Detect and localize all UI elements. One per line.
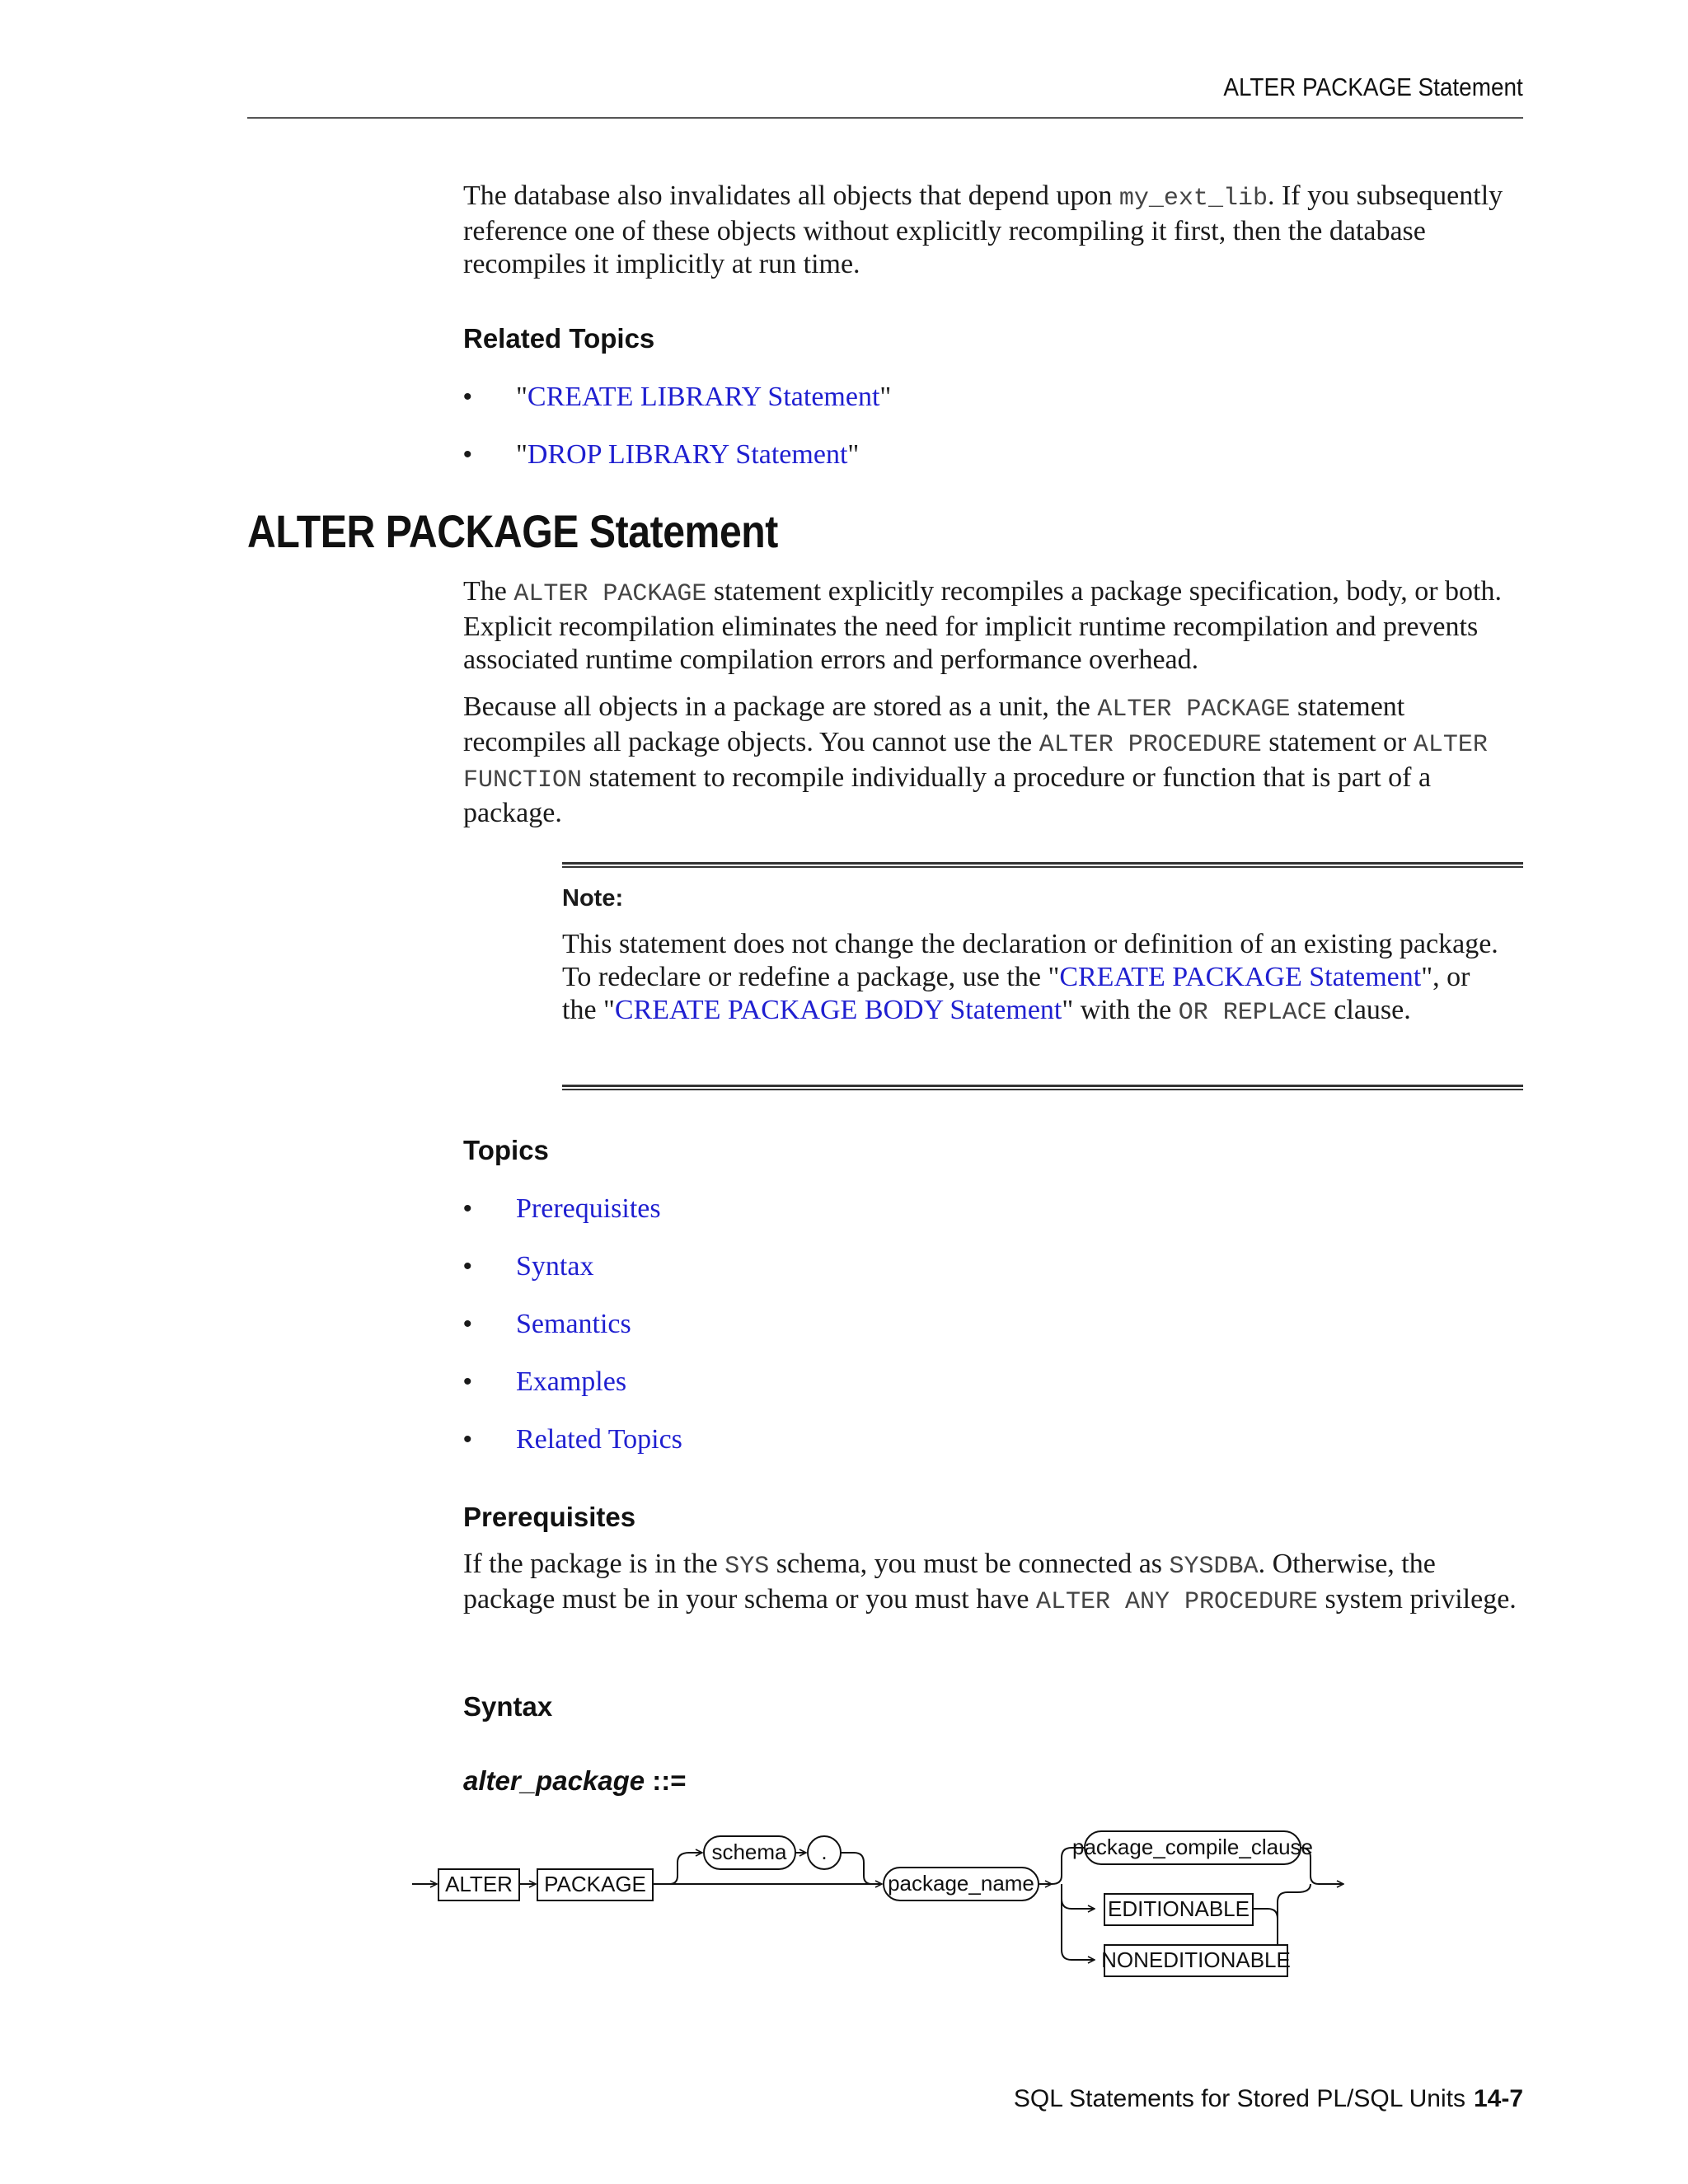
footer-book-title: SQL Statements for Stored PL/SQL Units [1013,2085,1465,2112]
list-item [463,1193,682,1250]
text: clause. [1326,995,1411,1025]
syntax-rule-name: alter_package [463,1765,645,1796]
syntax-diagram [404,1813,1376,1978]
terminal-package-label: PACKAGE [544,1872,646,1896]
code-alter-package: ALTER PACKAGE [1097,696,1291,724]
code-sysdba: SYSDBA [1169,1553,1259,1581]
quote: " [516,439,528,470]
text: The [463,576,514,607]
list-item [463,1366,682,1423]
link-drop-library-statement[interactable]: DROP LIBRARY Statement [527,439,848,470]
header-rule [247,117,1523,119]
link-examples[interactable]: Examples [516,1366,627,1397]
text: statement or [1261,727,1414,757]
terminal-noneditionable-label: NONEDITIONABLE [1101,1947,1291,1972]
list-item [463,1308,682,1366]
text: schema, you must be connected as [769,1549,1170,1579]
nonterminal-package-compile-clause-label: package_compile_clause [1072,1835,1313,1859]
quote: " [879,382,892,412]
text: system privilege. [1318,1584,1517,1615]
intro-paragraph [463,180,1523,281]
bullet: • [463,383,472,410]
note-text [562,928,1510,1029]
page-footer [1014,2085,1523,2113]
link-prerequisites[interactable]: Prerequisites [516,1193,661,1224]
terminal-editionable-label: EDITIONABLE [1108,1896,1250,1921]
code-alter-function: ALTER FUNCTION [463,731,1488,794]
text: statement recompiles all package objects. You cannot use the [463,691,1405,757]
syntax-rule-operator: ::= [645,1765,687,1796]
text: " with the [1062,995,1179,1025]
link-related-topics[interactable]: Related Topics [516,1424,682,1455]
text: Because all objects in a package are stored as a unit, the [463,691,1098,722]
code-or-replace: OR REPLACE [1178,999,1327,1027]
list-item [463,438,891,496]
text: This statement does not change the declaration or definition of an existing package. To redeclare or redefine a package, use the " [562,929,1498,992]
prerequisites-heading: Prerequisites [463,1502,636,1532]
text: ", or the " [562,962,1470,1025]
note-bottom-rule [562,1085,1523,1090]
text: statement explicitly recompiles a package specification, body, or both. Explicit recompilation eliminates the need for implicit runtime recompilation and prevents associated runtime compilation errors and performance overhead. [463,576,1502,675]
footer-page-number: 14-7 [1473,2085,1523,2112]
code-my-ext-lib: my_ext_lib [1118,185,1268,213]
code-alter-any-procedure: ALTER ANY PROCEDURE [1035,1588,1318,1616]
link-create-library-statement[interactable]: CREATE LIBRARY Statement [527,382,880,412]
syntax-heading: Syntax [463,1691,553,1722]
link-syntax[interactable]: Syntax [516,1251,594,1282]
note-top-rule [562,862,1523,868]
list-item [463,1423,682,1481]
list-item [463,1250,682,1308]
code-alter-procedure: ALTER PROCEDURE [1039,731,1262,759]
bullet: • [463,441,472,468]
nonterminal-package-name-label: package_name [888,1871,1034,1896]
text: statement to recompile individually a procedure or function that is part of a package. [463,762,1432,828]
code-sys: SYS [724,1553,770,1581]
related-topics-list [463,381,891,496]
bullet: • [463,1368,472,1395]
intro-text-end: . If you subsequently reference one of these objects without explicitly recompiling it first, then the database recompiles it implicitly at run time. [463,180,1503,279]
quote: " [847,439,860,470]
bullet: • [463,1426,472,1453]
link-create-package-statement[interactable]: CREATE PACKAGE Statement [1059,962,1422,992]
topics-list [463,1193,682,1481]
syntax-rule-heading [463,1765,687,1797]
prerequisites-paragraph [463,1548,1523,1619]
note-label: Note: [562,885,624,912]
unit-paragraph [463,691,1523,830]
code-alter-package: ALTER PACKAGE [513,580,707,608]
running-header: ALTER PACKAGE Statement [1223,73,1523,101]
section-title: ALTER PACKAGE Statement [247,505,778,557]
quote: " [516,382,528,412]
link-create-package-body-statement[interactable]: CREATE PACKAGE BODY Statement [614,995,1062,1025]
text: If the package is in the [463,1549,725,1579]
terminal-dot-label: . [821,1840,828,1864]
link-semantics[interactable]: Semantics [516,1309,631,1339]
description-paragraph [463,575,1523,677]
nonterminal-schema-label: schema [711,1840,787,1864]
bullet: • [463,1195,472,1222]
related-topics-heading: Related Topics [463,323,655,354]
note-box [562,862,1523,1093]
terminal-alter-label: ALTER [445,1872,513,1896]
bullet: • [463,1310,472,1338]
bullet: • [463,1253,472,1280]
text: . Otherwise, the package must be in your schema or you must have [463,1549,1436,1615]
intro-text: The database also invalidates all objects that depend upon [463,180,1119,211]
list-item [463,381,891,438]
topics-heading: Topics [463,1135,549,1165]
